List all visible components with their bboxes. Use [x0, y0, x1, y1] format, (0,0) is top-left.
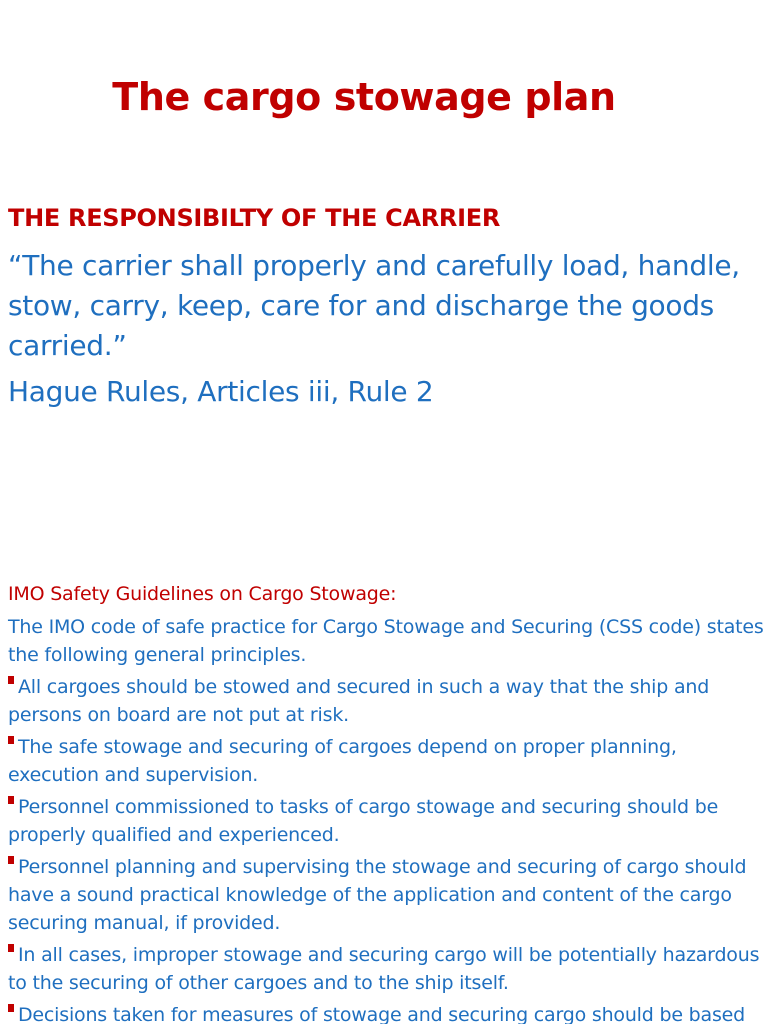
bullet-square-icon [8, 944, 14, 952]
principle-text: All cargoes should be stowed and secured in such a way that the ship and persons on board are not put at risk. [8, 676, 710, 726]
principle-text: Decisions taken for measures of stowage and securing cargo should be based [18, 1004, 745, 1024]
principle-item [8, 1001, 764, 1024]
imo-intro-text: The IMO code of safe practice for Cargo Stowage and Securing (CSS code) states the following general principles. [8, 616, 764, 666]
principle-text: In all cases, improper stowage and securing cargo will be potentially hazardous to the securing of other cargoes and to the ship itself. [8, 944, 760, 994]
principle-text: The safe stowage and securing of cargoes depend on proper planning, execution and supervision. [8, 736, 677, 786]
page-title: The cargo stowage plan [112, 75, 616, 119]
bullet-square-icon [8, 736, 14, 744]
principle-text: Personnel commissioned to tasks of cargo stowage and securing should be properly qualified and experienced. [8, 796, 719, 846]
carrier-quote: “The carrier shall properly and carefully load, handle, stow, carry, keep, care for and discharge the goods carried.” [8, 249, 740, 362]
principle-item [8, 673, 764, 729]
responsibility-heading: THE RESPONSIBILTY OF THE CARRIER [8, 204, 501, 232]
quote-citation: Hague Rules, Articles iii, Rule 2 [8, 375, 434, 408]
principle-item [8, 853, 764, 937]
principle-item [8, 941, 764, 997]
imo-guidelines-heading: IMO Safety Guidelines on Cargo Stowage: [8, 583, 397, 605]
bullet-square-icon [8, 676, 14, 684]
principle-item [8, 733, 764, 789]
principles-list [8, 673, 764, 1024]
bullet-square-icon [8, 856, 14, 864]
bullet-square-icon [8, 796, 14, 804]
principle-text: Personnel planning and supervising the stowage and securing of cargo should have a sound practical knowledge of the application and content of the cargo securing manual, if provided. [8, 856, 747, 934]
principle-item [8, 793, 764, 849]
bullet-square-icon [8, 1004, 14, 1012]
